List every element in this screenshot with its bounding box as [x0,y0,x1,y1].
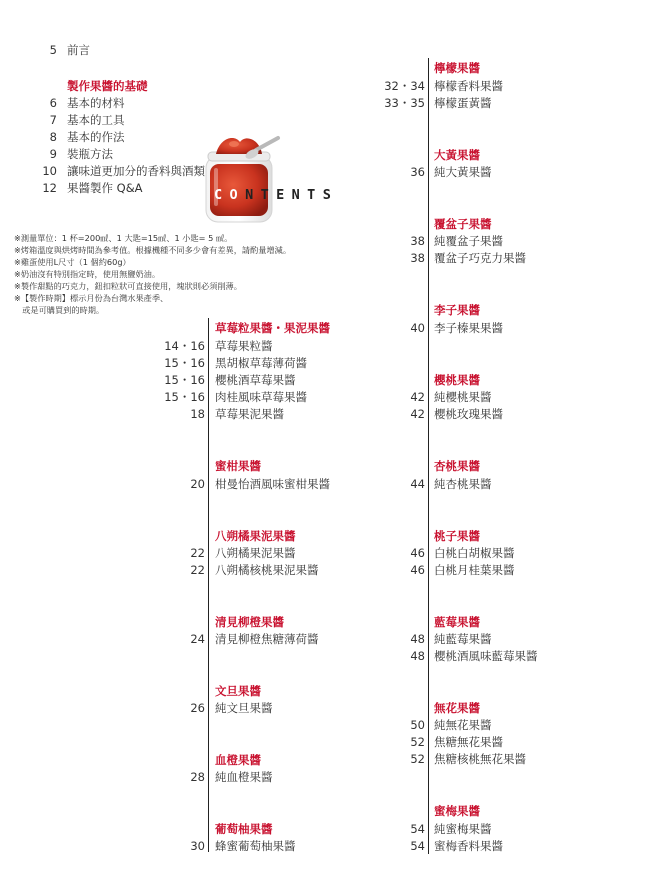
toc-page-number: 38 [410,234,425,248]
toc-page-number: 44 [410,477,425,491]
toc-entry-title[interactable]: 純文旦果醬 [215,701,273,715]
toc-entry-title[interactable]: 純大黃果醬 [434,165,492,179]
toc-page-number: 32・34 [384,79,425,93]
section-heading: 草莓粒果醬・果泥果醬 [215,321,330,335]
toc-entry-title[interactable]: 蜂蜜葡萄柚果醬 [215,839,296,853]
toc-entry-title[interactable]: 果醬製作 Q&A [67,181,143,195]
note-line: ※【製作時期】標示月份為台灣水果產季、 [14,293,169,303]
section-heading: 櫻桃果醬 [434,373,480,387]
toc-entry-title[interactable]: 八朔橘核桃果泥果醬 [215,563,319,577]
toc-page-number: 38 [410,251,425,265]
toc-page-number: 24 [190,632,205,646]
toc-page-number: 48 [410,632,425,646]
toc-entry-title[interactable]: 柑曼怡酒風味蜜柑果醬 [215,477,330,491]
toc-entry-title[interactable]: 前言 [67,43,90,57]
toc-entry-title[interactable]: 基本的工具 [67,113,125,127]
toc-entry-title[interactable]: 黑胡椒草莓薄荷醬 [215,356,307,370]
toc-entry-title[interactable]: 純血橙果醬 [215,770,273,784]
toc-page-number: 33・35 [384,96,425,110]
toc-entry-title[interactable]: 櫻桃玫瑰果醬 [434,407,503,421]
toc-page-number: 40 [410,321,425,335]
contents-label-dark: NTENTS [245,187,339,203]
toc-entry-title[interactable]: 櫻桃酒風味藍莓果醬 [434,649,538,663]
toc-page-number: 15・16 [164,373,205,387]
toc-page-number: 52 [410,735,425,749]
toc-entry-title[interactable]: 白桃白胡椒果醬 [434,546,515,560]
toc-entry-title[interactable]: 純櫻桃果醬 [434,390,492,404]
section-heading: 清見柳橙果醬 [215,615,284,629]
section-heading: 蜜梅果醬 [434,804,480,818]
toc-page-number: 5 [49,43,57,57]
toc-entry-title[interactable]: 基本的作法 [67,130,125,144]
toc-page-number: 9 [49,147,57,161]
toc-entry-title[interactable]: 焦糖核桃無花果醬 [434,752,526,766]
toc-page-number: 26 [190,701,205,715]
toc-entry-title[interactable]: 白桃月桂葉果醬 [434,563,515,577]
toc-page-number: 10 [42,164,57,178]
section-heading: 李子果醬 [434,303,480,317]
toc-entry-title[interactable]: 焦糖無花果醬 [434,735,503,749]
section-heading: 葡萄柚果醬 [215,822,273,836]
toc-entry-title[interactable]: 覆盆子巧克力果醬 [434,251,526,265]
note-line: ※烤箱溫度與烘烤時間為參考值。根據機種不同多少會有差異，請酌量增減。 [14,245,292,255]
toc-page-number: 14・16 [164,339,205,353]
note-line: ※製作甜點的巧克力，鈕扣粒狀可直接使用，塊狀則必須削薄。 [14,281,242,291]
toc-page-number: 8 [49,130,57,144]
section-heading: 杏桃果醬 [434,459,480,473]
toc-page-number: 54 [410,822,425,836]
toc-entry-title[interactable]: 純蜜梅果醬 [434,822,492,836]
note-line: ※奶油沒有特別指定時，使用無鹽奶油。 [14,269,161,279]
toc-entry-title[interactable]: 基本的材料 [67,96,125,110]
toc-page-number: 28 [190,770,205,784]
toc-page-number: 52 [410,752,425,766]
toc-entry-title[interactable]: 蜜梅香料果醬 [434,839,503,853]
section-heading: 蜜柑果醬 [215,459,261,473]
toc-entry-title[interactable]: 肉桂風味草莓果醬 [215,390,307,404]
toc-page-number: 18 [190,407,205,421]
section-heading: 大黃果醬 [434,148,480,162]
note-line: ※雞蛋使用L尺寸（1 個約60g） [14,257,131,267]
toc-entry-title[interactable]: 純杏桃果醬 [434,477,492,491]
column-divider-right [428,58,429,854]
toc-page-number: 36 [410,165,425,179]
toc-page-number: 12 [42,181,57,195]
contents-label-white: CO [214,187,246,203]
section-heading: 桃子果醬 [434,529,480,543]
toc-page-number: 46 [410,563,425,577]
section-heading: 無花果醬 [434,701,480,715]
toc-page-number: 6 [49,96,57,110]
toc-page-number: 22 [190,546,205,560]
contents-label [214,187,338,203]
toc-entry-title[interactable]: 純藍莓果醬 [434,632,492,646]
toc-entry-title[interactable]: 清見柳橙焦糖薄荷醬 [215,632,319,646]
toc-entry-title[interactable]: 裝瓶方法 [67,147,113,161]
toc-page-number: 48 [410,649,425,663]
toc-page-number: 42 [410,390,425,404]
toc-page-number: 15・16 [164,356,205,370]
toc-entry-title[interactable]: 李子榛果果醬 [434,321,503,335]
toc-entry-title[interactable]: 草莓果粒醬 [215,339,273,353]
note-line: ※測量單位：1 杯=200㎖、1 大匙=15㎖、1 小匙= 5 ㎖。 [14,233,233,243]
toc-page-number: 54 [410,839,425,853]
section-heading: 文旦果醬 [215,684,261,698]
toc-page-number: 42 [410,407,425,421]
note-line: 或是可購買到的時期。 [14,305,105,315]
column-divider-middle [208,318,209,852]
toc-page-number: 15・16 [164,390,205,404]
section-heading: 血橙果醬 [215,753,261,767]
section-heading: 八朔橘果泥果醬 [215,529,296,543]
toc-entry-title[interactable]: 純無花果醬 [434,718,492,732]
section-heading: 覆盆子果醬 [434,217,492,231]
jam-jar-image [196,132,286,224]
toc-page-number: 7 [49,113,57,127]
section-heading: 檸檬果醬 [434,61,480,75]
toc-page-number: 20 [190,477,205,491]
toc-entry-title[interactable]: 檸檬香料果醬 [434,79,503,93]
toc-page-number: 22 [190,563,205,577]
toc-entry-title[interactable]: 純覆盆子果醬 [434,234,503,248]
toc-page-number: 30 [190,839,205,853]
section-heading-basics: 製作果醬的基礎 [67,79,148,93]
section-heading: 藍莓果醬 [434,615,480,629]
toc-page-number: 46 [410,546,425,560]
toc-entry-title[interactable]: 草莓果泥果醬 [215,407,284,421]
toc-entry-title[interactable]: 讓味道更加分的香料與酒類 [67,164,205,178]
toc-entry-title[interactable]: 檸檬蛋黃醬 [434,96,492,110]
toc-page-number: 50 [410,718,425,732]
toc-entry-title[interactable]: 櫻桃酒草莓果醬 [215,373,296,387]
toc-entry-title[interactable]: 八朔橘果泥果醬 [215,546,296,560]
